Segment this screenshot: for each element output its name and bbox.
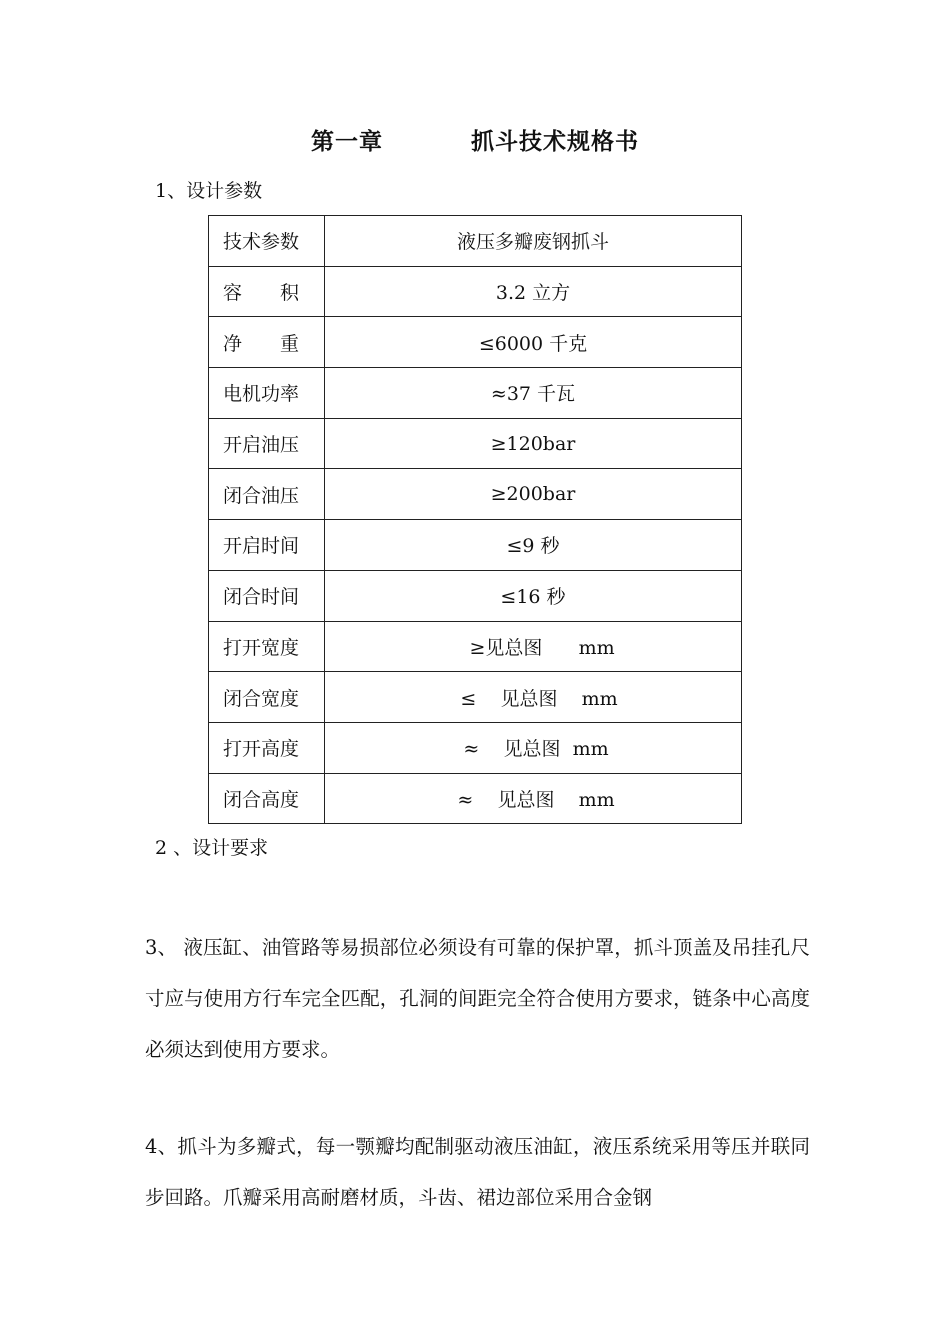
section-heading-design-requirements: 2 、设计要求 [155,837,269,859]
paragraph-3: 3、 液压缸、油管路等易损部位必须设有可靠的保护罩，抓斗顶盖及吊挂孔尺寸应与使用方行车完全匹配，孔洞的间距完全符合使用方要求，链条中心高度必须达到使用方要求。 [145,936,810,1061]
table-row [209,418,742,469]
table-cell-value: ≈ 见总图 mm [325,773,742,824]
table-cell-value: 液压多瓣废钢抓斗 [325,216,742,267]
table-cell-value: ≥200bar [325,469,742,520]
table-cell-value: ≥见总图 mm [325,621,742,672]
table-cell-key: 打开宽度 [209,621,325,672]
document-title [0,123,950,156]
table-row [209,520,742,571]
table-cell-value: ≈37 千瓦 [325,368,742,419]
table-cell-key: 开启油压 [209,418,325,469]
table-cell-value: 3.2 立方 [325,266,742,317]
table-cell-key: 闭合高度 [209,773,325,824]
table-row [209,722,742,773]
table-cell-key: 净 重 [209,317,325,368]
table-cell-key: 电机功率 [209,368,325,419]
table-row [209,368,742,419]
table-cell-key: 技术参数 [209,216,325,267]
table-cell-key: 闭合宽度 [209,672,325,723]
table-header-row [209,216,742,267]
table-row [209,266,742,317]
table-cell-key: 开启时间 [209,520,325,571]
spec-table [208,215,742,824]
table-cell-value: ≤ 见总图 mm [325,672,742,723]
table-row [209,570,742,621]
table-cell-value: ≤16 秒 [325,570,742,621]
section-heading-design-params: 1、设计参数 [155,180,263,202]
table-cell-key: 容 积 [209,266,325,317]
table-cell-value: ≥120bar [325,418,742,469]
table-row [209,317,742,368]
title-text: 抓斗技术规格书 [471,128,639,155]
table-row [209,672,742,723]
table-cell-key: 闭合时间 [209,570,325,621]
table-cell-value: ≤6000 千克 [325,317,742,368]
table-cell-key: 打开高度 [209,722,325,773]
table-cell-value: ≈ 见总图 mm [325,722,742,773]
chapter-label: 第一章 [311,128,383,155]
table-row [209,469,742,520]
paragraph-4: 4、抓斗为多瓣式，每一颚瓣均配制驱动液压油缸，液压系统采用等压并联同步回路。爪瓣采用高耐磨材质，斗齿、裙边部位采用合金钢 [145,1135,810,1209]
table-cell-value: ≤9 秒 [325,520,742,571]
table-row [209,621,742,672]
table-row [209,773,742,824]
table-cell-key: 闭合油压 [209,469,325,520]
